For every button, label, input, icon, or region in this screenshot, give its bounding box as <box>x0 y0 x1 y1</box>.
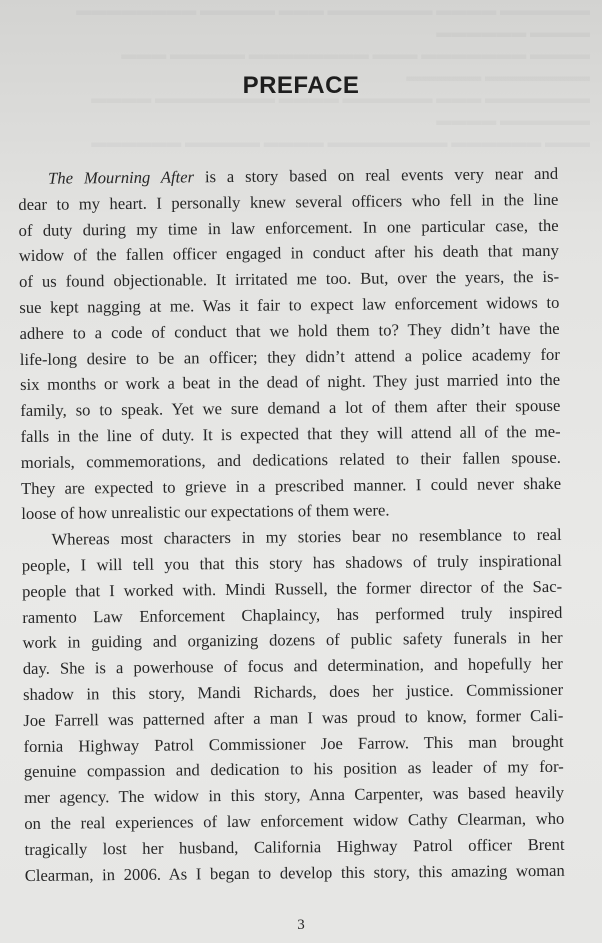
text-line: The Mourning After is a story based on real events very near and <box>48 163 559 188</box>
text-line: Joe Farrell was patterned after a man I was proud to know, former Cali- <box>23 705 564 730</box>
text-line: people, I will tell you that this story has shadows of truly inspirational <box>21 550 562 575</box>
text-line: mer agency. The widow in this story, Anna Carpenter, was based heavily <box>23 782 565 808</box>
page-number: 3 <box>297 917 305 933</box>
text-line: people that I worked with. Mindi Russell, the former director of the Sac- <box>21 576 563 601</box>
text-line: on the real experiences of law enforcement widow Cathy Clearman, who <box>24 808 565 833</box>
bleed-through-texture: ▬▬▬▬▬▬ ▬▬▬▬ ▬▬▬▬▬▬▬ ▬▬▬ ▬▬▬▬▬ ▬▬▬▬▬▬▬▬ ▬▬▬▬ ▬▬▬▬▬▬ ▬▬▬▬ ▬▬▬▬▬▬▬ ▬▬▬ ▬▬▬▬▬▬▬▬ ▬▬▬▬▬ ▬▬▬ ▬▬▬▬▬▬▬ ▬▬▬▬▬ ▬▬▬▬▬▬▬ ▬▬▬ ▬▬▬▬▬▬ ▬▬▬▬ ▬▬▬▬▬▬▬▬ ▬▬▬▬ ▬▬▬▬▬▬ ▬▬▬▬ ▬▬▬ ▬▬▬▬▬▬ ▬▬▬▬▬▬▬▬ ▬▬▬▬ ▬▬▬▬▬ ▬▬▬▬▬▬ <box>76 3 590 150</box>
text-line: tragically lost her husband, California Highway Patrol officer Brent <box>24 834 565 859</box>
text-line: genuine compassion and dedication to his position as leader of my for- <box>23 757 564 782</box>
text-line: of duty during my time in law enforcement. In one particular case, the <box>18 215 559 240</box>
text-line: widow of the fallen officer engaged in conduct after his death that many <box>18 241 559 266</box>
text-line: day. She is a powerhouse of focus and determination, and hopefully her <box>22 653 563 679</box>
text-line: adhere to a code of conduct that we hold them to? They didn’t have the <box>19 318 560 343</box>
text-line: ramento Law Enforcement Chaplaincy, has performed truly inspired <box>22 602 563 627</box>
page-title: PREFACE <box>242 72 360 99</box>
text-line: fornia Highway Patrol Commissioner Joe Farrow. This man brought <box>23 731 564 756</box>
text-line: sue kept nagging at me. Was it fair to expect law enforcement widows to <box>19 292 560 317</box>
text-line: morials, commemorations, and dedications related to their fallen spouse. <box>20 447 561 472</box>
text-line: work in guiding and organizing dozens of public safety funerals in her <box>22 628 563 653</box>
body-text <box>18 161 565 888</box>
book-title-italic: The Mourning After <box>48 167 195 188</box>
text-line: Whereas most characters in my stories bear no resemblance to real <box>51 524 562 549</box>
text-line: family, so to speak. Yet we sure demand a lot of them after their spouse <box>20 395 561 421</box>
text-line: shadow in this story, Mandi Richards, does her justice. Commissioner <box>22 679 564 704</box>
text-line: six months or work a beat in the dead of night. They just married into the <box>20 370 561 395</box>
text-line: Clearman, in 2006. As I began to develop this story, this amazing woman <box>24 860 565 885</box>
text-line: loose of how unrealistic our expectations of them were. <box>21 500 390 524</box>
text-line: of us found objectionable. It irritated me too. But, over the years, the is- <box>19 266 560 292</box>
text-line: They are expected to grieve in a prescribed manner. I could never shake <box>21 473 562 498</box>
text-line: dear to my heart. I personally knew several officers who fell in the line <box>18 189 559 214</box>
text-line: falls in the line of duty. It is expected that they will attend all of the me- <box>20 421 561 446</box>
text-line: life-long desire to be an officer; they didn’t attend a police academy for <box>19 344 560 369</box>
